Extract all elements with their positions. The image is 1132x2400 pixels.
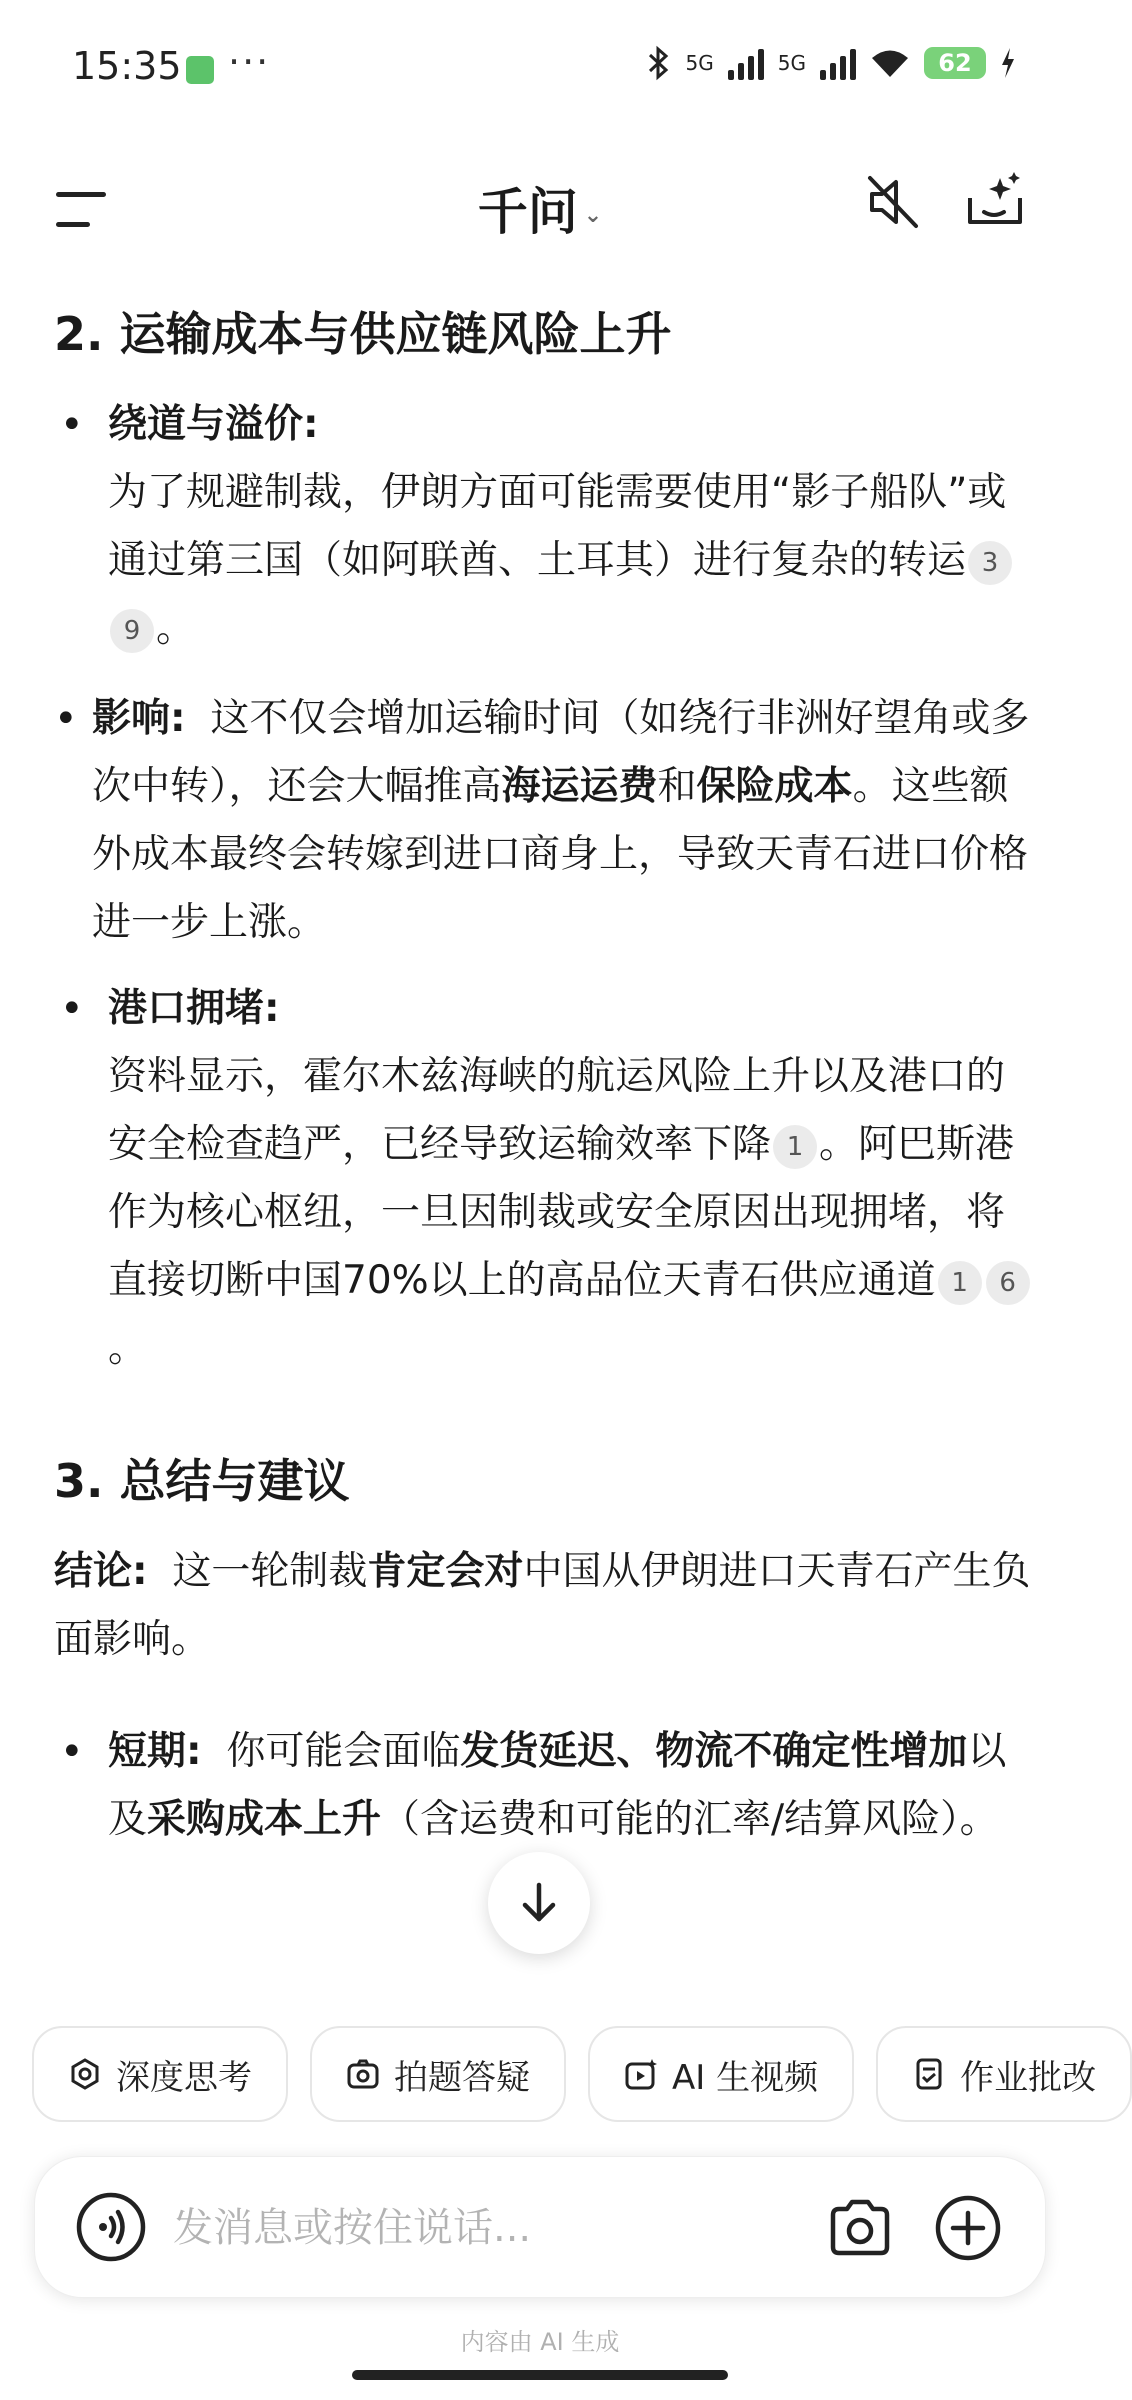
- bluetooth-icon: [646, 46, 672, 80]
- ai-disclaimer: 内容由 AI 生成: [460, 2328, 620, 2356]
- bullet-text: 你可能会面临: [226, 1729, 461, 1774]
- citation-badge[interactable]: 1: [773, 1125, 817, 1169]
- bold-text: 海运运费: [501, 764, 658, 809]
- bullet-text: 资料显示，霍尔木兹海峡的航运风险上升以及港口的安全检查趋严，已经导致运输效率下降: [108, 1054, 1006, 1167]
- chip-photo-question[interactable]: [310, 2026, 566, 2122]
- paragraph-text: 中国从伊朗进口天青石产生负面影响。: [54, 1549, 1031, 1662]
- battery-level: 62: [938, 49, 972, 77]
- paragraph-text: 这一轮制裁: [172, 1549, 368, 1594]
- message-input[interactable]: [171, 2191, 815, 2265]
- add-attachment-icon[interactable]: [933, 2193, 1003, 2263]
- page-title: 千问: [477, 183, 578, 241]
- chat-message: [54, 300, 1034, 1854]
- chevron-down-icon: ⌄: [583, 203, 603, 228]
- battery-icon: [924, 47, 986, 79]
- more-notifications-icon: ···: [228, 40, 271, 84]
- bold-text: 采购成本上升: [147, 1797, 382, 1842]
- scroll-to-bottom-button[interactable]: [488, 1852, 590, 1954]
- citation-badge[interactable]: 1: [938, 1261, 982, 1305]
- bullet-text: 以及: [108, 1729, 1007, 1842]
- list-item: [0, 685, 1034, 957]
- camera-icon[interactable]: [825, 2193, 895, 2263]
- quick-action-chips: [32, 2026, 1132, 2122]
- status-indicators: [646, 46, 1016, 80]
- chip-label: 深度思考: [116, 2057, 252, 2098]
- status-time: 15:35: [72, 44, 182, 88]
- homework-icon: [912, 2057, 946, 2091]
- speaker-muted-icon[interactable]: [862, 172, 922, 232]
- bullet-text: （含运费和可能的汇率/结算风险）。: [381, 1797, 999, 1842]
- bullet-label: 短期:: [108, 1729, 202, 1774]
- bullet-label: 港口拥堵:: [108, 986, 280, 1031]
- photo-question-icon: [346, 2057, 380, 2091]
- chip-homework[interactable]: [876, 2026, 1132, 2122]
- bullet-text: 。: [108, 1326, 148, 1371]
- list-item: [54, 1718, 1034, 1854]
- signal-icon-1: [728, 46, 764, 80]
- deep-think-icon: [68, 2057, 102, 2091]
- status-bar: [0, 0, 1080, 140]
- bullet-text: 这不仅会增加运输时间（如绕行非洲好望角或多次中转），还会大幅推高: [92, 696, 1030, 809]
- conclusion-paragraph: [54, 1538, 1034, 1674]
- list-item: [54, 391, 1034, 663]
- chip-deep-think[interactable]: [32, 2026, 288, 2122]
- section-heading: 2. 运输成本与供应链风险上升: [54, 307, 672, 361]
- bullet-label: 影响:: [92, 696, 186, 741]
- chip-label: 拍题答疑: [394, 2057, 530, 2098]
- bullet-label: 结论:: [54, 1549, 148, 1594]
- voice-input-icon[interactable]: [75, 2191, 147, 2263]
- bold-text: 肯定会对: [367, 1549, 524, 1594]
- bullet-text: 为了规避制裁，伊朗方面可能需要使用“影子船队”或通过第三国（如阿联酋、土耳其）进行复杂的转运: [108, 470, 1007, 583]
- section-heading: 3. 总结与建议: [54, 1454, 350, 1508]
- bold-text: 发货延迟、物流不确定性增加: [460, 1729, 968, 1774]
- message-composer: [34, 2156, 1046, 2298]
- ai-video-icon: [624, 2057, 658, 2091]
- citation-badge[interactable]: 6: [986, 1261, 1030, 1305]
- new-chat-icon[interactable]: [962, 168, 1026, 232]
- bold-text: 保险成本: [696, 764, 853, 809]
- bullet-label: 绕道与溢价:: [108, 402, 319, 447]
- arrow-down-icon: [519, 1881, 559, 1925]
- charging-icon: [186, 56, 214, 84]
- bullet-text: 和: [657, 764, 697, 809]
- signal-icon-2: [820, 46, 856, 80]
- bullet-text: 。: [156, 606, 196, 651]
- bullet-text: 。阿巴斯港作为核心枢纽，一旦因制裁或安全原因出现拥堵，将直接切断中国70%以上的高品位天青石供应通道: [108, 1122, 1015, 1303]
- chip-label: 作业批改: [960, 2057, 1097, 2098]
- wifi-icon: [870, 47, 910, 79]
- citation-badge[interactable]: 3: [968, 541, 1012, 585]
- chip-label: AI 生视频: [672, 2057, 819, 2098]
- battery-charging-icon: [1000, 48, 1016, 78]
- citation-badge[interactable]: 9: [110, 609, 154, 653]
- list-item: [54, 975, 1034, 1383]
- home-indicator[interactable]: [352, 2370, 728, 2380]
- app-header: [0, 160, 1080, 250]
- network-type-1: 5G: [685, 51, 714, 75]
- network-type-2: 5G: [777, 51, 806, 75]
- bullet-text: 。这些额外成本最终会转嫁到进口商身上，导致天青石进口价格进一步上涨。: [92, 764, 1029, 945]
- chip-ai-video[interactable]: [588, 2026, 854, 2122]
